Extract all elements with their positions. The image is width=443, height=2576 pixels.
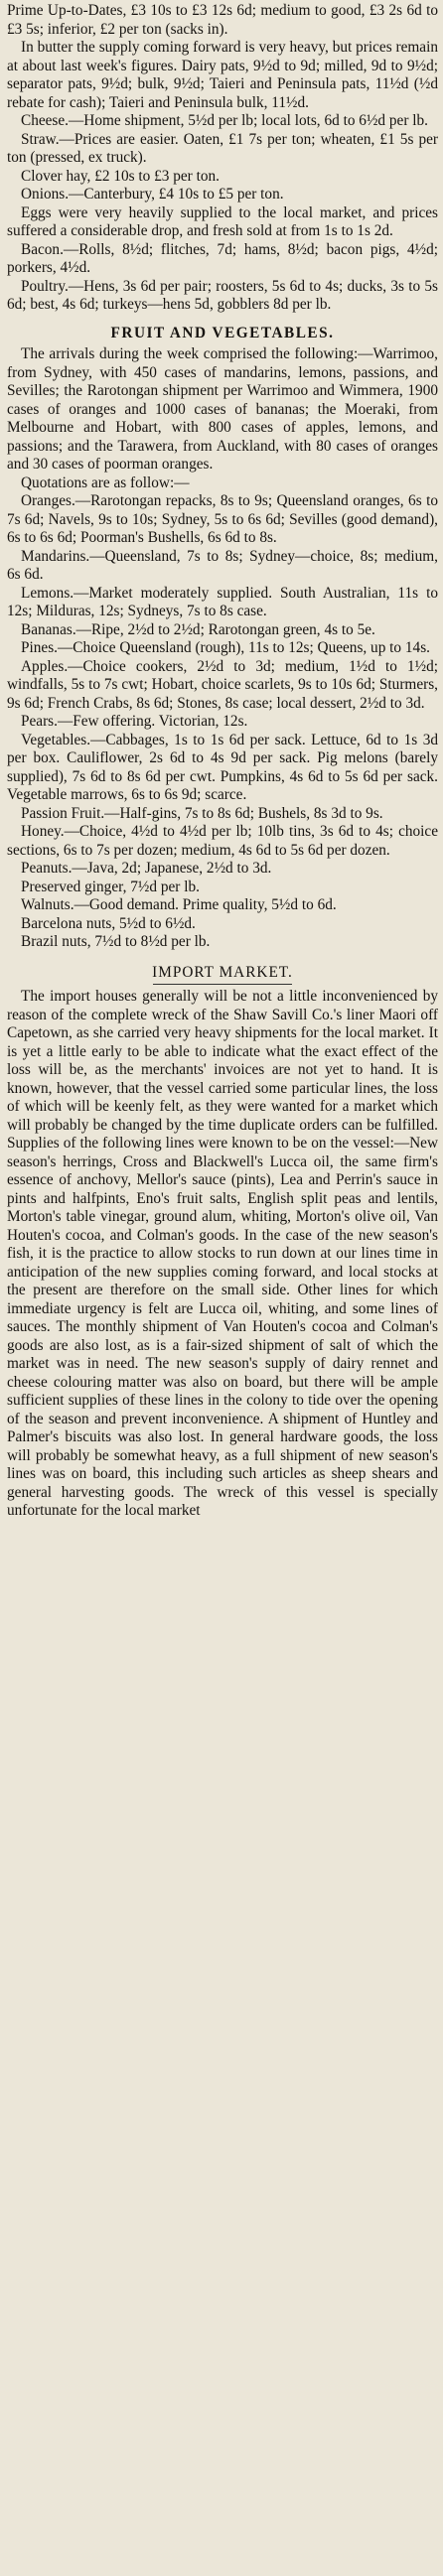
paragraph: Poultry.—Hens, 3s 6d per pair; roosters, 5s 6d to 4s; ducks, 3s to 5s 6d; best, 4s 6d; turkeys—hens 5d, gobblers 8d per lb.: [7, 277, 438, 313]
paragraph: Bacon.—Rolls, 8½d; flitches, 7d; hams, 8½d; bacon pigs, 4½d; porkers, 4½d.: [7, 240, 438, 276]
paragraph: Onions.—Canterbury, £4 10s to £5 per ton.: [21, 186, 284, 203]
paragraph: Mandarins.—Queensland, 7s to 8s; Sydney—choice, 8s; medium, 6s 6d.: [7, 547, 438, 583]
paragraph: Quotations are as follow:—: [21, 474, 190, 491]
paragraph: Oranges.—Rarotongan repacks, 8s to 9s; Queensland oranges, 6s to 7s 6d; Navels, 9s to 10s; Sydney, 5s to 6s 6d; Sevilles (good demand), 6s to 6s 6d; Poorman's Bushells, 6s 6d to 8s.: [7, 492, 438, 546]
paragraph: Honey.—Choice, 4½d to 4½d per lb; 10lb tins, 3s 6d to 4s; choice sections, 6s to 7s per dozen; medium, 4s 6d to 5s 6d per dozen.: [7, 823, 438, 859]
paragraph: Walnuts.—Good demand. Prime quality, 5½d to 6d.: [21, 896, 337, 913]
paragraph: Prime Up-to-Dates, £3 10s to £3 12s 6d; medium to good, £3 2s 6d to £3 5s; inferior, £2 per ton (sacks in).: [7, 2, 438, 38]
paragraph: Clover hay, £2 10s to £3 per ton.: [21, 167, 220, 185]
dairy-produce-section: [7, 2, 438, 315]
paragraph: Lemons.—Market moderately supplied. South Australian, 11s to 12s; Milduras, 12s; Sydneys, 7s to 8s case.: [7, 584, 438, 619]
paragraph: Passion Fruit.—Half-gins, 7s to 8s 6d; Bushels, 8s 3d to 9s.: [21, 804, 383, 822]
paragraph: Cheese.—Home shipment, 5½d per lb; local lots, 6d to 6½d per lb.: [21, 112, 428, 129]
heading-rule: [153, 984, 292, 985]
paragraph: The arrivals during the week comprised the following:—Warrimoo, from Sydney, with 450 cases of mandarins, lemons, passions, and Sevilles; the Rarotongan shipment per Warrimoo and Wimmera, 1900 cases of oranges and 1000 cases of bananas; the Moeraki, from Melbourne and Hobart, with 800 cases of apples, lemons, and passions; and the Tarawera, from Auckland, with 80 cases of oranges and 30 cases of poorman oranges.: [7, 345, 438, 473]
paragraph: Peanuts.—Java, 2d; Japanese, 2½d to 3d.: [21, 860, 272, 877]
paragraph: Apples.—Choice cookers, 2½d to 3d; medium, 1½d to 1½d; windfalls, 5s to 7s cwt; Hobart, choice scarlets, 9s to 10s 6d; Sturmers, 9s 6d; French Crabs, 8s 6d; Stones, 8s case; local dessert, 2½d to 3d.: [7, 657, 438, 712]
paragraph: Vegetables.—Cabbages, 1s to 1s 6d per sack. Lettuce, 6d to 1s 3d per box. Cauliflower, 2s 6d to 4s 9d per sack. Pig melons (barely supplied), 7s 6d to 8s 6d per cwt. Pumpkins, 4s 6d to 5s 6d per sack. Vegetable marrows, 6s to 6s 9d; scarce.: [7, 731, 438, 803]
fruit-vegetables-section: [7, 345, 438, 952]
import-market-heading: [7, 964, 438, 986]
paragraph: Bananas.—Ripe, 2½d to 2½d; Rarotongan green, 4s to 5e.: [21, 620, 375, 638]
paragraph: Brazil nuts, 7½d to 8½d per lb.: [21, 933, 211, 950]
fruit-vegetables-heading: FRUIT AND VEGETABLES.: [110, 324, 335, 341]
paragraph: Eggs were very heavily supplied to the local market, and prices suffered a considerable drop, and fresh sold at from 1s to 1s 2d.: [7, 203, 438, 239]
paragraph: Pines.—Choice Queensland (rough), 11s to 12s; Queens, up to 14s.: [21, 639, 430, 656]
paragraph: Pears.—Few offering. Victorian, 12s.: [21, 713, 248, 730]
paragraph: Preserved ginger, 7½d per lb.: [21, 878, 200, 895]
paragraph: Barcelona nuts, 5½d to 6½d.: [21, 914, 196, 932]
import-market-title: IMPORT MARKET.: [152, 963, 293, 981]
import-market-section: [7, 988, 438, 1521]
paragraph: The import houses generally will be not a little inconvenienced by reason of the complete wreck of the Shaw Savill Co.'s liner Maori off Capetown, as she carried very heavy shipments for the local market. It is yet a little early to be able to indicate what the exact effect of the loss will be, as the merchants' invoices are not yet to hand. It is known, however, that the vessel carried some particular lines, the loss of which will be keenly felt, as they were wanted for a market which will probably be changed by the time duplicate orders can be fulfilled. Supplies of the following lines were known to be on the vessel:—New season's herrings, Cross and Blackwell's Lucca oil, the same firm's essence of anchovy, Mellor's sauce (pints), Lea and Perrin's sauce in pints and halfpints, Eno's fruit salts, English split peas and lentils, Morton's table vinegar, ground alum, whiting, Morton's olive oil, Van Houten's cocoa, and Colman's goods. In the case of the new season's fish, it is the practice to allow stocks to run down at our lines time in anticipation of the new supplies coming forward, and local stocks at the present are therefore on the small side. Other lines for which immediate urgency is felt are Lucca oil, whiting, and some lines of sauces. The monthly shipment of Van Houten's cocoa and Colman's goods are also lost, as is a fair-sized shipment of salt of which the market was in need. The new season's supply of dairy rennet and cheese colouring matter was also on board, but there will be ample sufficient supplies of these lines in the colony to tide over the opening of the season and prevent inconvenience. A shipment of Huntley and Palmer's biscuits was also lost. In general hardware goods, the loss will probably be somewhat heavy, as a full shipment of new season's lines was on board, this including such articles as sheep shears and general harvesting goods. The wreck of this vessel is specially unfortunate for the local market: [7, 988, 438, 1519]
paragraph: Straw.—Prices are easier. Oaten, £1 7s per ton; wheaten, £1 5s per ton (pressed, ex truck).: [7, 130, 438, 166]
paragraph: In butter the supply coming forward is very heavy, but prices remain at about last week's figures. Dairy pats, 9½d to 9d; milled, 9d to 9½d; separator pats, 9½d; bulk, 9½d; Taieri and Peninsula pats, 11½d (½d rebate for cash); Taieri and Peninsula bulk, 11½d.: [7, 39, 438, 111]
